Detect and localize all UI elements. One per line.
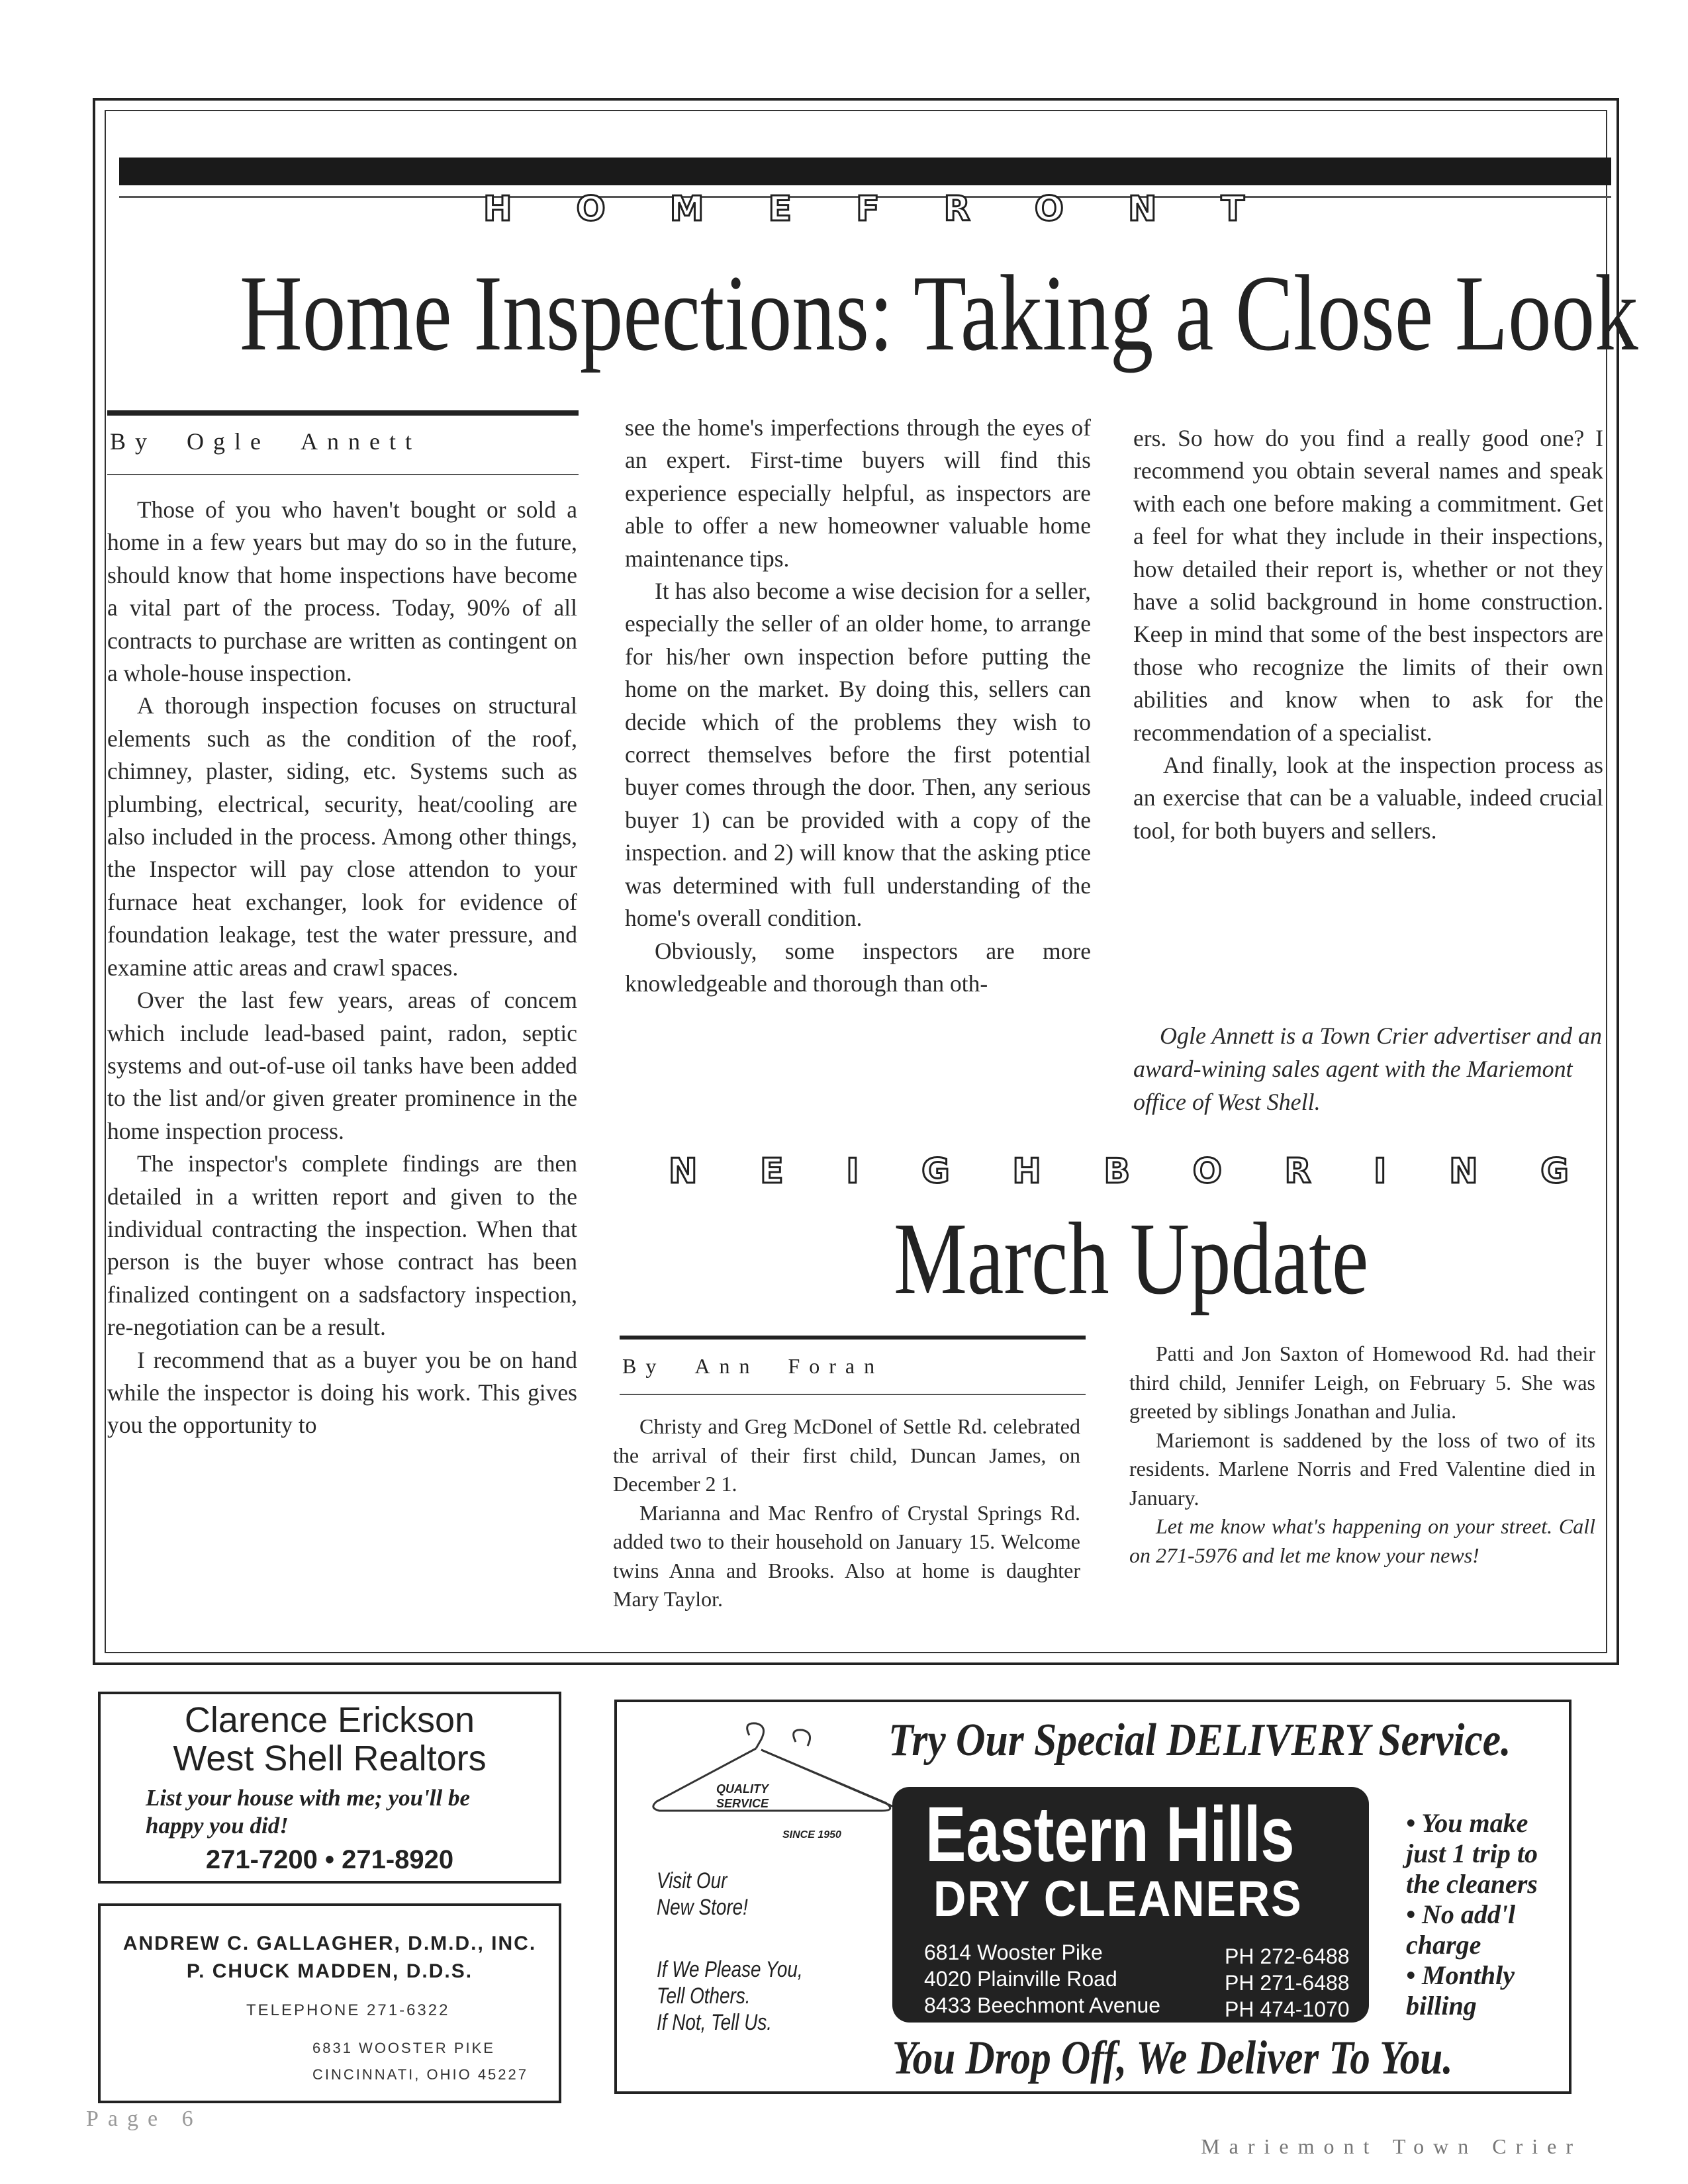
kicker-letter: M [669,189,704,229]
ad-erickson-tagline: List your house with me; you'll be happy you did! [146,1785,471,1839]
byline2-rule-top [620,1336,1086,1340]
article1-column-1 [107,494,577,1442]
byline-first: Ogle [187,428,270,455]
kicker-letter: T [1221,189,1244,229]
headline-home-inspections: Home Inspections: Taking a Close Look [240,253,1638,373]
byline-rule-top [107,410,579,416]
phone-line: PH 474-1070 [1225,1997,1350,2021]
byline2-rule-bottom [620,1394,1086,1395]
ad-gallagher-dds [98,1903,561,2103]
bullet-item: • Monthly billing [1406,1960,1515,2021]
ad-cleaners-bullets [1406,1808,1562,2021]
kicker-letter: H [483,189,512,229]
kicker-letter: O [1192,1152,1222,1191]
kicker-letter: N [1127,189,1157,229]
kicker-letter: O [576,189,606,229]
ad-cleaners-please [657,1956,803,2036]
byline-by: By [110,428,157,455]
ad-cleaners-name: Eastern Hills [925,1791,1295,1878]
ad-cleaners-visit: Visit Our New Store! [657,1868,748,1920]
paragraph: see the home's imperfections through the eyes of an expert. First-time buyers will find this experience especially helpful, as inspectors are able to offer a new homeowner valuable home maintenance tips. [625,414,1091,572]
ad-cleaners-headline: Try Our Special DELIVERY Service. [888,1715,1511,1766]
paragraph: Christy and Greg McDonel of Settle Rd. celebrated the arrival of their first child, Duncan James, on December 2 1. [613,1414,1080,1496]
ad-erickson-company: West Shell Realtors [173,1739,487,1778]
section-kicker-homefront [483,189,1244,229]
bullet-item: • You make just 1 trip to the cleaners [1406,1808,1538,1899]
kicker-letter: H [1012,1152,1041,1191]
paragraph: A thorough inspection focuses on structural elements such as the condition of the roof, chimney, plaster, siding, etc. Systems such as plumbing, electrical, security, heat/cooling are also included in the process. Among other things, the Inspector will pay close attendon to your furnace heat exchanger, look for evidence of foundation leakage, test the water pressure, and examine attic areas and crawl spaces. [107,692,577,981]
article1-column-3 [1133,422,1603,847]
kicker-letter: E [760,1152,784,1191]
ad-eastern-hills-dry-cleaners [614,1700,1571,2094]
ad-clarence-erickson [98,1692,561,1884]
byline-by: By [622,1354,666,1378]
page-number: Page 6 [86,2107,203,2131]
paragraph: I recommend that as a buyer you be on hand while the inspector is doing his work. This gives you the opportunity to [107,1346,577,1439]
byline-last: Annett [301,428,421,455]
kicker-letter: N [1449,1152,1478,1191]
paragraph-closing: Let me know what's happening on your street. Call on 271-5976 and let me know your news! [1129,1514,1595,1567]
hanger-service: SERVICE [716,1797,769,1810]
header-bar [119,158,1611,185]
hanger-quality: QUALITY [716,1782,769,1796]
ad-cleaners-phones [1225,1943,1350,2023]
paragraph: ers. So how do you find a really good one? I recommend you obtain several names and speak with each one before making a commitment. Get a feel for what they include in their inspections, how detailed their report is, whether or not they have a solid background in home construction. Keep in mind that some of the best inspectors are those who recognize the limits of their own abilities and know when to ask for the recommendation of a specialist. [1133,425,1603,746]
ad-cleaners-logo-panel [892,1787,1369,2023]
section-kicker-neighboring [669,1152,1569,1191]
address-line: 8433 Beechmont Avenue [924,1993,1161,2017]
kicker-letter: O [1034,189,1064,229]
please-line: If Not, Tell Us. [657,2010,773,2035]
headline-march-update: March Update [894,1201,1369,1316]
ad-gallagher-line1: ANDREW C. GALLAGHER, D.M.D., INC. [122,1933,537,1954]
address-line: 4020 Plainville Road [924,1967,1117,1991]
byline-first: Ann [694,1354,759,1378]
ad-gallagher-address1: 6831 WOOSTER PIKE [312,2040,495,2056]
kicker-letter: E [768,189,792,229]
paragraph: Mariemont is saddened by the loss of two of its residents. Marlene Norris and Fred Valentine died in January. [1129,1428,1595,1510]
paragraph: Marianna and Mac Renfro of Crystal Springs Rd. added two to their household on January 15. Welcome twins Anna and Brooks. Also at home is daughter Mary Taylor. [613,1500,1080,1611]
ad-cleaners-subname: DRY CLEANERS [933,1871,1303,1927]
ad-gallagher-address2: CINCINNATI, OHIO 45227 [312,2066,528,2083]
paragraph: Patti and Jon Saxton of Homewood Rd. had their third child, Jennifer Leigh, on February 5. She was greeted by siblings Jonathan and Julia. [1129,1342,1595,1423]
byline-ann-foran [622,1354,884,1379]
paragraph: Over the last few years, areas of concem which include lead-based paint, radon, septic systems and out-of-use oil tanks have been added to the list and/or given greater prominence in the home inspection process. [107,987,577,1144]
phone-line: PH 272-6488 [1225,1944,1350,1968]
ad-gallagher-telephone: TELEPHONE 271-6322 [246,2001,450,2019]
byline-last: Foran [788,1354,884,1378]
address-line: 6814 Wooster Pike [924,1940,1103,1964]
kicker-letter: R [1284,1152,1311,1191]
byline-rule-bottom [107,474,579,475]
please-line: Tell Others. [657,1983,751,2009]
kicker-letter: R [943,189,970,229]
paragraph: And finally, look at the inspection process as an exercise that can be a valuable, indeed crucial tool, for both buyers and sellers. [1133,752,1603,844]
kicker-letter: F [856,189,880,229]
ad-cleaners-slogan: You Drop Off, We Deliver To You. [892,2031,1453,2084]
please-line: If We Please You, [657,1957,803,1982]
phone-line: PH 271-6488 [1225,1971,1350,1995]
paragraph: It has also become a wise decision for a seller, especially the seller of an older home, to arrange for his/her own inspection before putting the home on the market. By doing this, sellers can decide which of the problems they wish to correct themselves before the first potential buyer comes through the door. Then, any serious buyer 1) can be provided with a copy of the inspection. and 2) will know that the asking ptice was determined with full understanding of the home's overall condition. [625,578,1091,932]
bullet-item: • No add'l charge [1406,1899,1516,1960]
paragraph: Obviously, some inspectors are more knowledgeable and thorough than oth- [625,937,1091,997]
ad-cleaners-addresses [924,1939,1160,2019]
paragraph: Those of you who haven't bought or sold a home in a few years but may do so in the future, should know that home inspections have become a vital part of the process. Today, 90% of all contracts to purchase are written as contingent on a whole-house inspection. [107,496,577,687]
ad-erickson-name: Clarence Erickson [184,1700,475,1740]
kicker-letter: I [846,1152,859,1191]
article2-column-2 [1129,1340,1595,1570]
hanger-quality-label [716,1782,769,1811]
kicker-letter: B [1103,1152,1131,1191]
kicker-letter: N [669,1152,698,1191]
ad-gallagher-line2: P. CHUCK MADDEN, D.D.S. [186,1960,473,1982]
kicker-letter: G [921,1152,950,1191]
paragraph: The inspector's complete findings are then detailed in a written report and given to the individual contracting the inspection. When that person is the buyer whose contract has been finalized contingent on a sadsfactory inspection, re-negotiation can be a result. [107,1150,577,1341]
kicker-letter: I [1374,1152,1387,1191]
kicker-letter: G [1540,1152,1569,1191]
article1-column-2 [625,412,1091,1000]
publication-name: Mariemont Town Crier [1201,2134,1582,2158]
clothes-hanger-icon [643,1722,908,1841]
ad-erickson-phones: 271-7200 • 271-8920 [205,1845,454,1874]
article2-column-1 [613,1412,1080,1614]
byline-ogle-annett [110,428,421,455]
author-bio: Ogle Annett is a Town Crier advertiser and an award-wining sales agent with the Mariemont office of West Shell. [1133,1023,1603,1115]
hanger-since-label: SINCE 1950 [782,1829,841,1841]
